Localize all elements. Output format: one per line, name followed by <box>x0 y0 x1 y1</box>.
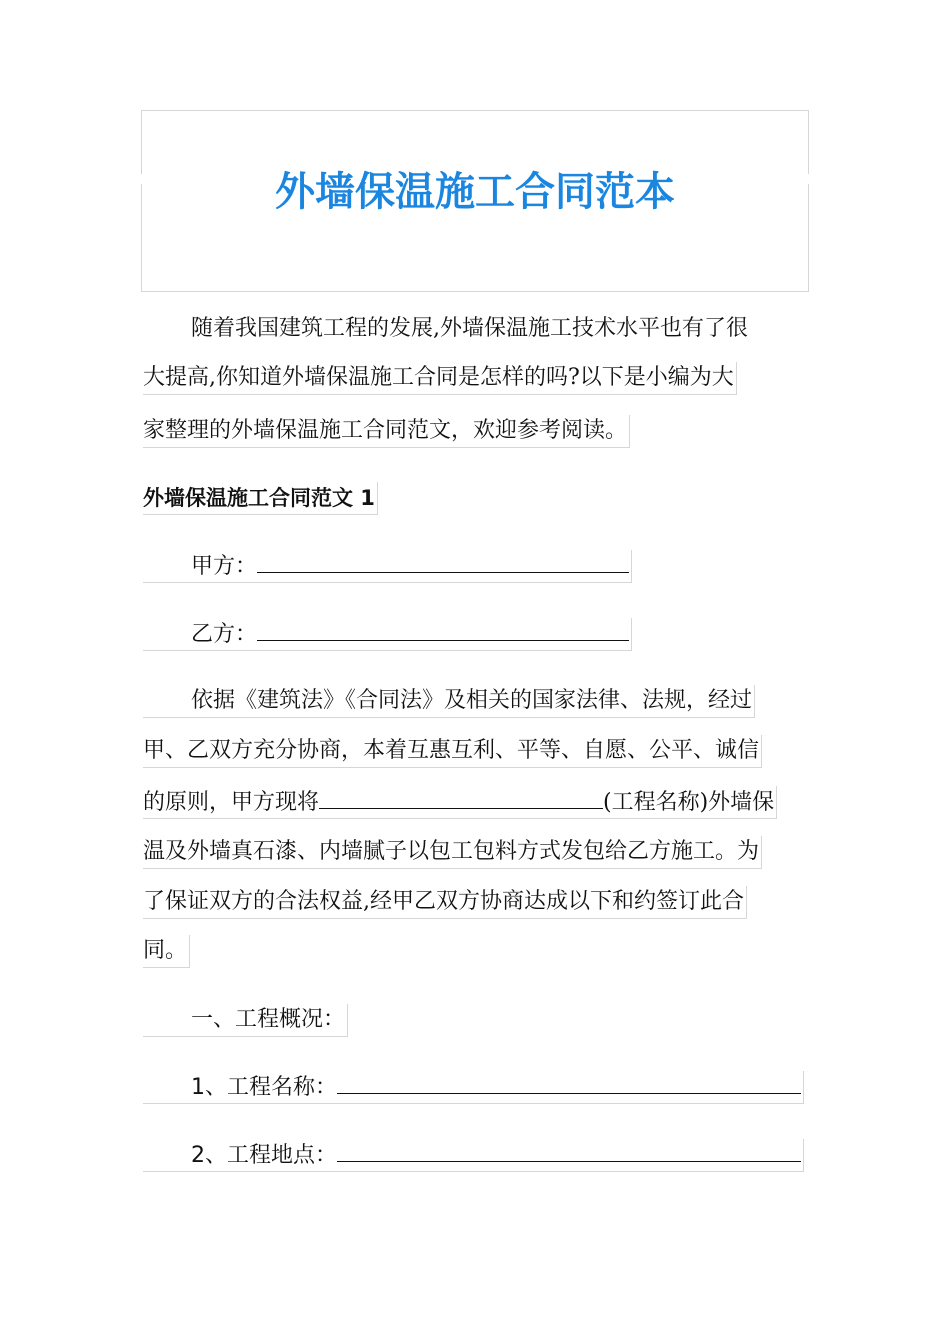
item-1-line <box>143 1071 804 1104</box>
party-b-line <box>143 618 632 651</box>
item-1-blank <box>337 1071 801 1094</box>
body-line-3 <box>143 786 777 819</box>
party-a-blank <box>257 550 629 573</box>
party-b-blank <box>257 618 629 641</box>
intro-line-2: 大提高,你知道外墙保温施工合同是怎样的吗?以下是小编为大 <box>143 362 737 395</box>
item-2-blank <box>337 1139 801 1162</box>
party-a-line <box>143 550 632 583</box>
body-line-3-pre: 的原则，甲方现将 <box>143 790 320 815</box>
party-a-label: 甲方： <box>191 554 258 579</box>
body-line-3-post: (工程名称)外墙保 <box>603 790 775 815</box>
party-b-label: 乙方： <box>191 622 258 647</box>
section-heading: 外墙保温施工合同范文 1 <box>143 482 378 515</box>
project-name-blank <box>319 786 603 809</box>
body-line-2: 甲、乙双方充分协商，本着互惠互利、平等、自愿、公平、诚信 <box>143 735 762 768</box>
item-1-label: 1、工程名称： <box>191 1075 337 1100</box>
title-frame-top <box>141 110 809 174</box>
item-2-line <box>143 1139 804 1172</box>
body-line-1: 依据《建筑法》《合同法》及相关的国家法律、法规，经过 <box>143 685 755 718</box>
document-title: 外墙保温施工合同范本 <box>275 169 675 215</box>
body-line-6: 同。 <box>143 935 190 968</box>
body-line-4: 温及外墙真石漆、内墙腻子以包工包料方式发包给乙方施工。为 <box>143 836 762 869</box>
body-line-5: 了保证双方的合法权益,经甲乙双方协商达成以下和约签订此合 <box>143 886 747 919</box>
intro-line-3: 家整理的外墙保温施工合同范文，欢迎参考阅读。 <box>143 415 630 448</box>
item-2-label: 2、工程地点： <box>191 1143 337 1168</box>
intro-line-1: 随着我国建筑工程的发展,外墙保温施工技术水平也有了很 <box>191 316 748 341</box>
clause-heading: 一、工程概况： <box>143 1004 348 1037</box>
